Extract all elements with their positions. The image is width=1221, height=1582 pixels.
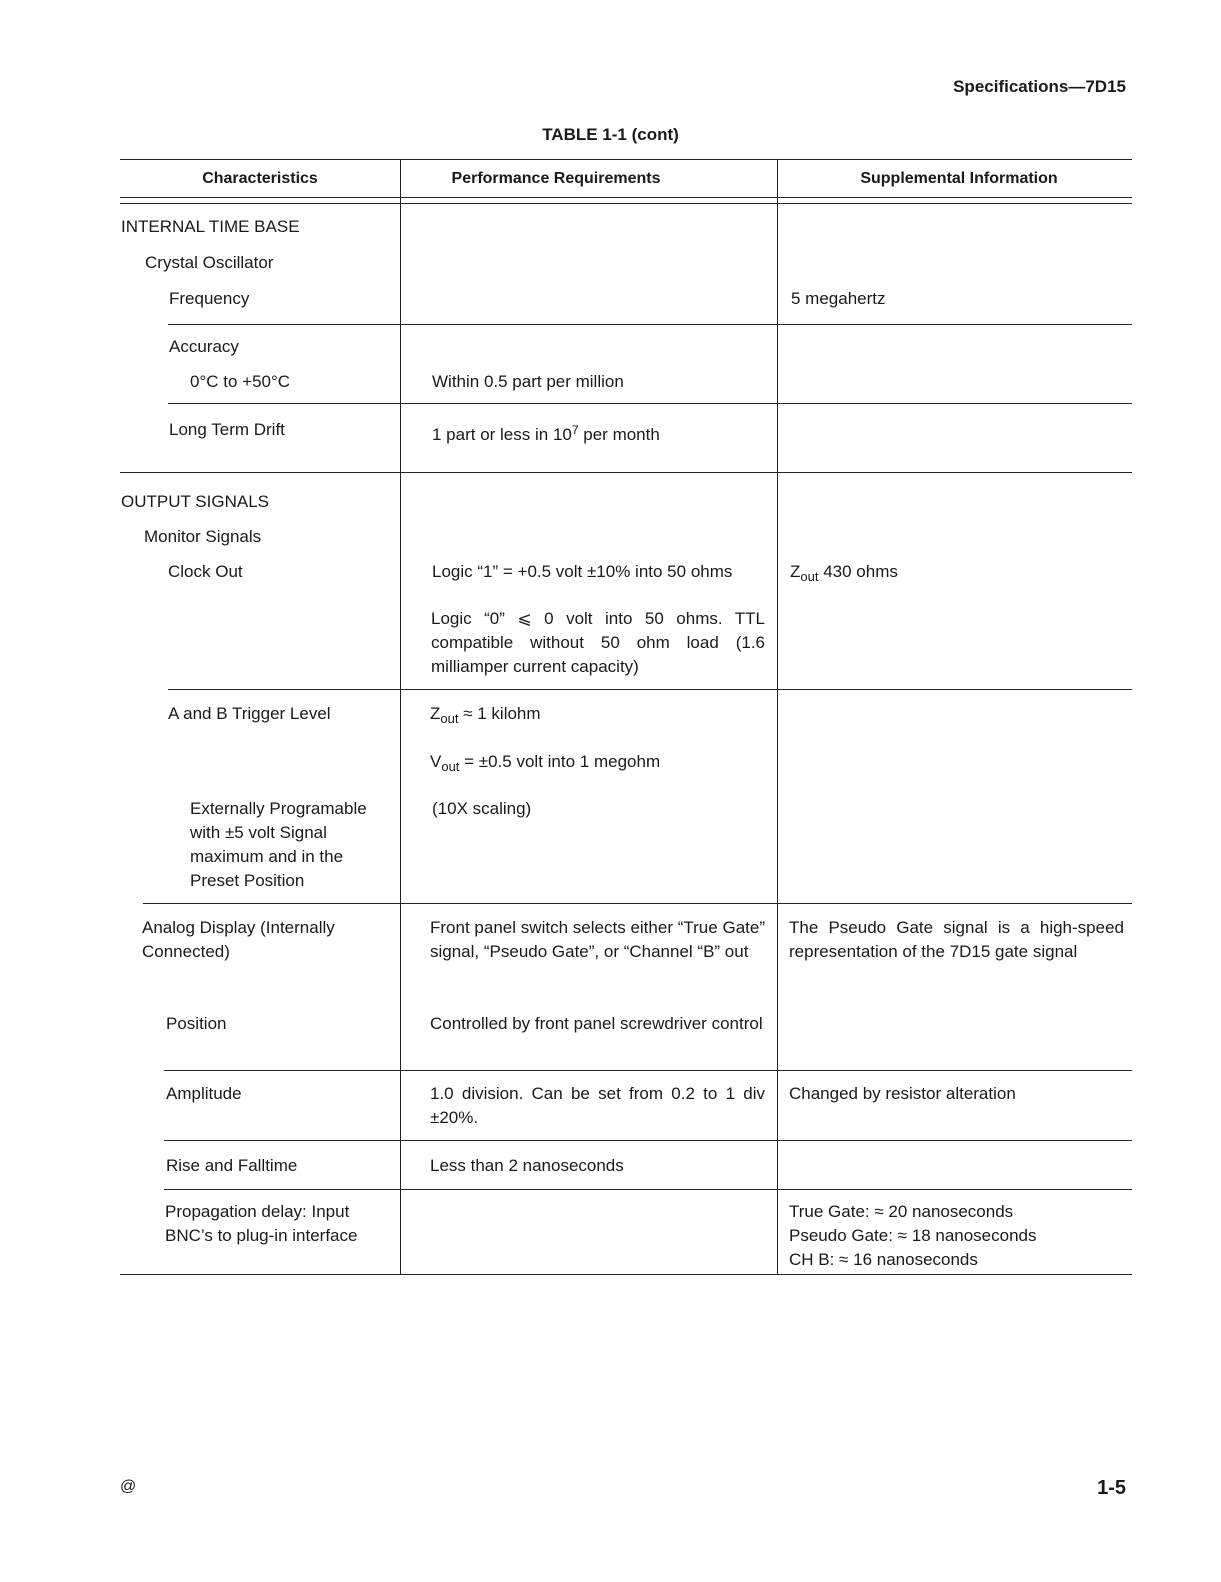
section-rule — [120, 472, 1132, 473]
row-rule — [168, 324, 1132, 325]
analog-display-performance: Front panel switch selects either “True Gate” signal, “Pseudo Gate”, or “Channel “B” out — [430, 918, 765, 961]
clock-out-supplemental: $Z_{out}$ 430 ohms — [790, 562, 898, 584]
propagation-pseudo-gate: Pseudo Gate: ≈ 18 nanoseconds — [789, 1226, 1037, 1245]
column-header-performance: Performance Requirements — [451, 170, 661, 187]
row-rule — [168, 689, 1132, 690]
row-rule — [164, 1140, 1132, 1141]
header-double-rule — [120, 203, 1132, 204]
position-label: Position — [166, 1014, 227, 1033]
externally-programable-performance: (10X scaling) — [432, 799, 532, 818]
crystal-oscillator-label: Crystal Oscillator — [145, 253, 274, 272]
position-performance: Controlled by front panel screwdriver control — [430, 1014, 763, 1033]
column-divider-1 — [400, 159, 401, 1275]
trigger-vout: $V_{out} = \pm 0.5$ volt into 1 megohm — [430, 752, 661, 774]
frequency-supplemental: 5 megahertz — [791, 289, 886, 308]
section-internal-time-base: INTERNAL TIME BASE — [121, 217, 300, 236]
clock-out-logic0: Logic “0” ⩽ 0 volt into 50 ohms. TTL compatible without 50 ohm load (1.6 milliamper current capacity) — [431, 609, 765, 676]
row-rule — [168, 403, 1132, 404]
analog-display-supplemental: The Pseudo Gate signal is a high-speed representation of the 7D15 gate signal — [789, 918, 1124, 961]
column-header-characteristics: Characteristics — [202, 170, 318, 187]
rise-falltime-performance: Less than 2 nanoseconds — [430, 1156, 624, 1175]
table-bottom-rule — [120, 1274, 1132, 1275]
row-rule — [143, 903, 1132, 904]
propagation-ch-b: CH B: ≈ 16 nanoseconds — [789, 1250, 978, 1269]
table-title: TABLE 1-1 (cont) — [542, 125, 679, 144]
column-divider-2 — [777, 159, 778, 1275]
externally-programable-label: Externally Programable with ±5 volt Signal maximum and in the Preset Position — [190, 799, 367, 890]
row-rule — [164, 1070, 1132, 1071]
amplitude-supplemental: Changed by resistor alteration — [789, 1084, 1016, 1103]
clock-out-logic1: Logic “1” = +0.5 volt ±10% into 50 ohms — [432, 562, 733, 581]
row-rule — [164, 1189, 1132, 1190]
propagation-true-gate: True Gate: ≈ 20 nanoseconds — [789, 1202, 1014, 1221]
section-output-signals: OUTPUT SIGNALS — [121, 492, 269, 511]
table-top-rule — [120, 159, 1132, 160]
accuracy-label: Accuracy — [169, 337, 239, 356]
clock-out-label: Clock Out — [168, 562, 243, 581]
amplitude-label: Amplitude — [166, 1084, 242, 1103]
temp-range-label: 0°C to +50°C — [190, 372, 291, 391]
rise-falltime-label: Rise and Falltime — [166, 1156, 298, 1175]
temp-range-performance: Within 0.5 part per million — [432, 372, 624, 391]
long-term-drift-performance: 1 part or less in $10^7$ per month — [432, 423, 660, 444]
long-term-drift-label: Long Term Drift — [169, 420, 285, 439]
column-header-supplemental: Supplemental Information — [860, 170, 1058, 187]
analog-display-label: Analog Display (Internally Connected) — [142, 918, 335, 961]
trigger-level-label: A and B Trigger Level — [168, 704, 331, 723]
frequency-label: Frequency — [169, 289, 250, 308]
running-title: Specifications—7D15 — [953, 77, 1126, 96]
header-bottom-rule — [120, 197, 1132, 198]
amplitude-performance: 1.0 division. Can be set from 0.2 to 1 div ±20%. — [430, 1084, 765, 1127]
copyright-mark: @ — [120, 1478, 137, 1495]
page-number: 1-5 — [1097, 1477, 1126, 1499]
monitor-signals-label: Monitor Signals — [144, 527, 262, 546]
propagation-delay-label: Propagation delay: Input BNC’s to plug-in interface — [165, 1202, 358, 1245]
trigger-zout: $Z_{out} \approx 1$ kilohm — [430, 704, 541, 726]
